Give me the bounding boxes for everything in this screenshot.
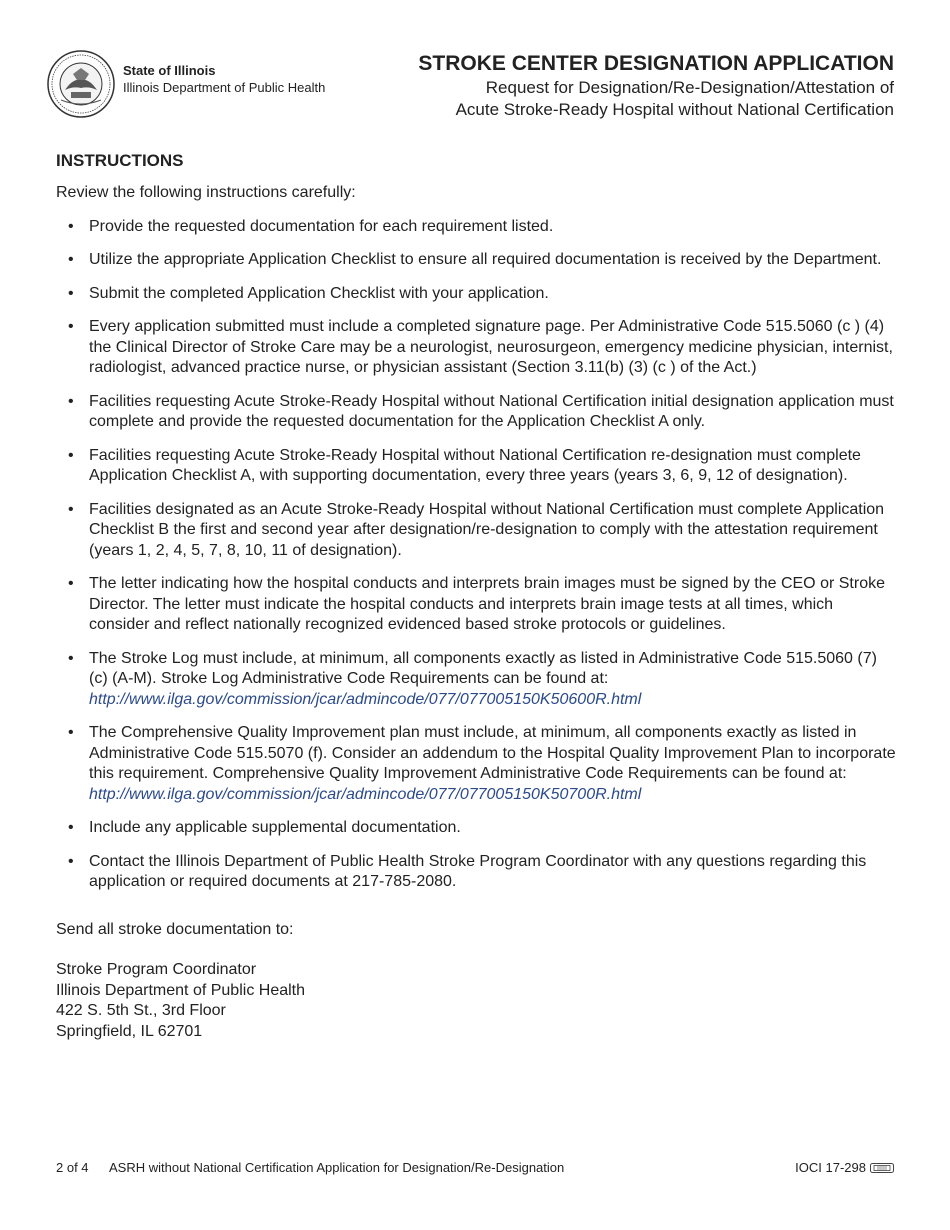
instruction-item: • Include any applicable supplemental documentation. — [56, 818, 896, 839]
subtitle-line-2: Acute Stroke-Ready Hospital without National Certification — [455, 100, 894, 119]
document-title-block — [418, 51, 894, 121]
address-line: 422 S. 5th St., 3rd Floor — [56, 1002, 226, 1019]
page-number: 2 of 4 — [56, 1160, 89, 1175]
quality-improvement-text: The Comprehensive Quality Improvement plan must include, at minimum, all components exactly as listed in Administrative Code 515.5070 (f). Consider an addendum to the Hospital Quality Improvement Plan to incorporate this requirement. Comprehensive Quality Improvement Administrative Code Requirements can be found at: — [89, 724, 896, 782]
instructions-section — [56, 150, 896, 1042]
mailing-address — [56, 960, 896, 1042]
instruction-item: • Facilities designated as an Acute Stroke-Ready Hospital without National Certification must complete Application Checklist B the first and second year after designation/re-designation to comply with the attestation requirement (years 1, 2, 4, 5, 7, 8, 10, 11 of designation). — [56, 500, 896, 562]
stroke-log-link[interactable]: http://www.ilga.gov/commission/jcar/admincode/077/077005150K50600R.html — [89, 690, 642, 708]
send-label: Send all stroke documentation to: — [56, 920, 294, 938]
page-title: STROKE CENTER DESIGNATION APPLICATION — [418, 52, 894, 75]
instruction-item: • The letter indicating how the hospital conducts and interprets brain images must be signed by the CEO or Stroke Director. The letter must indicate the hospital conducts and interprets brain image tests at all times, which consider and reflect nationally recognized evidenced based stroke protocols or guidelines. — [56, 574, 896, 636]
department-name: Illinois Department of Public Health — [123, 80, 326, 95]
instruction-item-stroke-log — [56, 649, 896, 711]
address-line: Stroke Program Coordinator — [56, 961, 257, 978]
instructions-heading: INSTRUCTIONS — [56, 151, 184, 170]
instruction-item: • Facilities requesting Acute Stroke-Ready Hospital without National Certification re-designation must complete Application Checklist A, with supporting documentation, every three years (years 3, 6, 9, 12 of designation). — [56, 446, 896, 487]
agency-block — [123, 62, 325, 96]
state-seal-icon — [47, 50, 115, 118]
instruction-item: • Submit the completed Application Checklist with your application. — [56, 284, 896, 305]
state-name: State of Illinois — [123, 63, 216, 78]
printer-icon — [870, 1162, 894, 1174]
subtitle-line-1: Request for Designation/Re-Designation/Attestation of — [485, 78, 894, 97]
instruction-item: • Provide the requested documentation for each requirement listed. — [56, 217, 896, 238]
instruction-item-quality-improvement — [56, 723, 896, 805]
address-line: Springfield, IL 62701 — [56, 1022, 203, 1040]
instructions-list — [56, 217, 896, 893]
instruction-item: • Contact the Illinois Department of Public Health Stroke Program Coordinator with any questions regarding this application or required documents at 217-785-2080. — [56, 852, 896, 893]
instruction-item: • Facilities requesting Acute Stroke-Ready Hospital without National Certification initial designation application must complete and provide the requested documentation for the Application Checklist A only. — [56, 392, 896, 433]
quality-improvement-link[interactable]: http://www.ilga.gov/commission/jcar/admincode/077/077005150K50700R.html — [89, 785, 642, 803]
instruction-item: • Every application submitted must include a completed signature page. Per Administrative Code 515.5060 (c ) (4) the Clinical Director of Stroke Care may be a neurologist, neurosurgeon, emergency medicine physician, internist, radiologist, advanced practice nurse, or physician assistant (Section 3.11(b) (3) (c ) of the Act.) — [56, 317, 896, 379]
footer-document-title: ASRH without National Certification Application for Designation/Re-Designation — [109, 1160, 565, 1175]
form-number: IOCI 17-298 — [795, 1160, 866, 1175]
instructions-intro: Review the following instructions carefully: — [56, 184, 356, 201]
address-line: Illinois Department of Public Health — [56, 981, 306, 999]
stroke-log-text: The Stroke Log must include, at minimum, all components exactly as listed in Administrative Code 515.5060 (7) (c) (A-M). Stroke Log Administrative Code Requirements can be found at: — [89, 649, 877, 687]
instruction-item: • Utilize the appropriate Application Checklist to ensure all required documentation is received by the Department. — [56, 250, 896, 271]
